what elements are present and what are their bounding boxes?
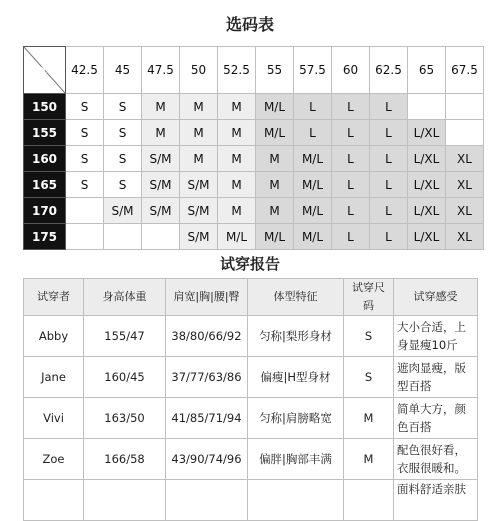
height-weight: 160/45: [84, 357, 166, 398]
size-cell: S/M: [142, 198, 180, 224]
weight-header-cell: 55: [256, 47, 294, 94]
tried-size: M: [344, 439, 394, 480]
size-cell: L: [332, 172, 370, 198]
size-cell: L: [332, 224, 370, 250]
height-unit: (cm): [28, 80, 46, 88]
trial-header-cell: 试穿尺码: [344, 279, 394, 316]
size-row: [24, 172, 484, 198]
size-cell: L: [332, 198, 370, 224]
size-cell: S: [66, 120, 104, 146]
height-header-cell: 160: [24, 146, 66, 172]
trial-row: [24, 398, 478, 439]
size-cell: L: [370, 172, 408, 198]
size-cell: S/M: [142, 146, 180, 172]
measurements: 43/90/74/96: [166, 439, 248, 480]
height-header-cell: 170: [24, 198, 66, 224]
weight-header-cell: 65: [408, 47, 446, 94]
size-cell: [66, 198, 104, 224]
size-cell: S/M: [180, 172, 218, 198]
measurements: 37/77/63/86: [166, 357, 248, 398]
size-cell: S/M: [180, 224, 218, 250]
size-cell: L: [294, 120, 332, 146]
size-cell: [104, 224, 142, 250]
body-type: 偏瘦|H型身材: [248, 357, 344, 398]
size-cell: L/XL: [408, 120, 446, 146]
size-cell: M: [142, 120, 180, 146]
weight-header-cell: 57.5: [294, 47, 332, 94]
trial-header-cell: 试穿感受: [394, 279, 478, 316]
size-cell: L: [332, 146, 370, 172]
trial-row: [24, 357, 478, 398]
size-cell: M/L: [294, 224, 332, 250]
size-chart-title: 选码表: [225, 14, 274, 34]
height-header-cell: 175: [24, 224, 66, 250]
weight-header-cell: 45: [104, 47, 142, 94]
size-header-row: [24, 47, 484, 94]
size-cell: L/XL: [408, 198, 446, 224]
body-type: 匀称|梨形身材: [248, 316, 344, 357]
fit-feedback: 遮肉显瘦，版型百搭: [394, 357, 478, 398]
size-cell: M/L: [294, 172, 332, 198]
height-weight: 166/58: [84, 439, 166, 480]
size-cell: M/L: [256, 94, 294, 120]
weight-header-cell: 50: [180, 47, 218, 94]
size-cell: M/L: [218, 224, 256, 250]
empty-cell: [24, 480, 84, 521]
size-row: [24, 198, 484, 224]
fit-feedback: 配色很好看，衣服很暖和。: [394, 439, 478, 480]
empty-cell: [248, 480, 344, 521]
size-cell: M: [218, 146, 256, 172]
height-weight: 163/50: [84, 398, 166, 439]
weight-header-cell: 52.5: [218, 47, 256, 94]
weight-header-cell: 60: [332, 47, 370, 94]
size-cell: L: [370, 94, 408, 120]
size-cell: S: [104, 120, 142, 146]
size-cell: L/XL: [408, 146, 446, 172]
weight-unit: (kg): [48, 64, 62, 72]
fit-feedback: 面料舒适亲肤: [394, 480, 478, 521]
height-text: 身高: [27, 68, 47, 79]
size-cell: S: [66, 94, 104, 120]
size-cell: M: [256, 198, 294, 224]
size-cell: M/L: [256, 120, 294, 146]
size-cell: XL: [446, 172, 484, 198]
size-cell: M: [218, 172, 256, 198]
measurements: 41/85/71/94: [166, 398, 248, 439]
size-cell: [446, 120, 484, 146]
tester-name: Abby: [24, 316, 84, 357]
size-cell: S/M: [180, 198, 218, 224]
weight-header-cell: 67.5: [446, 47, 484, 94]
weight-header-cell: 62.5: [370, 47, 408, 94]
size-cell: [66, 224, 104, 250]
size-cell: M: [256, 146, 294, 172]
weight-text: 体重: [42, 52, 62, 63]
size-cell: M: [180, 94, 218, 120]
height-weight: 155/47: [84, 316, 166, 357]
height-header-cell: 150: [24, 94, 66, 120]
body-type: 匀称|肩膀略宽: [248, 398, 344, 439]
tried-size: M: [344, 398, 394, 439]
size-row: [24, 120, 484, 146]
size-chart-table: [23, 46, 484, 250]
size-cell: M: [218, 94, 256, 120]
body-type: 偏胖|胸部丰满: [248, 439, 344, 480]
size-cell: L: [370, 198, 408, 224]
size-cell: L: [370, 146, 408, 172]
size-cell: L: [332, 94, 370, 120]
size-cell: S/M: [104, 198, 142, 224]
size-cell: [446, 94, 484, 120]
size-cell: S: [104, 146, 142, 172]
size-row: [24, 146, 484, 172]
size-cell: L/XL: [408, 224, 446, 250]
size-cell: S: [104, 172, 142, 198]
size-cell: M/L: [294, 198, 332, 224]
trial-report-title: 试穿报告: [219, 254, 280, 273]
empty-cell: [344, 480, 394, 521]
size-row: [24, 224, 484, 250]
fit-feedback: 简单大方，颜色百搭: [394, 398, 478, 439]
trial-report-table: [23, 278, 478, 521]
trial-row-partial: [24, 480, 478, 521]
trial-header-row: [24, 279, 478, 316]
trial-row: [24, 439, 478, 480]
trial-header-cell: 体型特征: [248, 279, 344, 316]
tester-name: Zoe: [24, 439, 84, 480]
fit-feedback: 大小合适，上身显瘦10斤: [394, 316, 478, 357]
height-label: [27, 69, 47, 89]
measurements: 38/80/66/92: [166, 316, 248, 357]
size-cell: XL: [446, 146, 484, 172]
size-cell: XL: [446, 198, 484, 224]
empty-cell: [84, 480, 166, 521]
trial-header-cell: 肩宽|胸|腰|臀: [166, 279, 248, 316]
size-cell: M: [180, 120, 218, 146]
size-cell: XL: [446, 224, 484, 250]
size-cell: M: [180, 146, 218, 172]
height-header-cell: 165: [24, 172, 66, 198]
tester-name: Vivi: [24, 398, 84, 439]
size-cell: M: [256, 172, 294, 198]
size-cell: L: [370, 120, 408, 146]
size-cell: [408, 94, 446, 120]
size-cell: S: [66, 146, 104, 172]
corner-cell: [24, 47, 66, 94]
tried-size: S: [344, 316, 394, 357]
tried-size: S: [344, 357, 394, 398]
size-cell: [142, 224, 180, 250]
size-cell: M/L: [256, 224, 294, 250]
weight-header-cell: 42.5: [66, 47, 104, 94]
size-cell: M: [142, 94, 180, 120]
trial-header-cell: 身高体重: [84, 279, 166, 316]
size-cell: L: [370, 224, 408, 250]
empty-cell: [166, 480, 248, 521]
size-cell: S: [66, 172, 104, 198]
size-cell: S/M: [142, 172, 180, 198]
size-cell: M: [218, 120, 256, 146]
size-cell: S: [104, 94, 142, 120]
size-cell: L: [294, 94, 332, 120]
height-header-cell: 155: [24, 120, 66, 146]
size-cell: L/XL: [408, 172, 446, 198]
size-cell: L: [332, 120, 370, 146]
size-row: [24, 94, 484, 120]
tester-name: Jane: [24, 357, 84, 398]
weight-header-cell: 47.5: [142, 47, 180, 94]
trial-row: [24, 316, 478, 357]
size-cell: M/L: [294, 146, 332, 172]
size-cell: M: [218, 198, 256, 224]
trial-header-cell: 试穿者: [24, 279, 84, 316]
